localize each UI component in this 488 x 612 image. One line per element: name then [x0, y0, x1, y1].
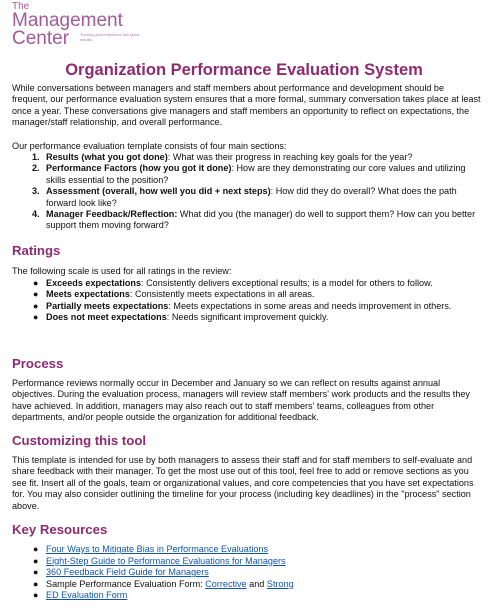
- resource-link-ed-form[interactable]: ED Evaluation Form: [46, 590, 128, 601]
- bullet-icon: ●: [33, 289, 39, 300]
- sample-and: and: [246, 578, 267, 589]
- section-heading: Results (what you got done): [46, 152, 168, 162]
- resource-link-eight-step[interactable]: Eight-Step Guide to Performance Evaluations for Managers: [46, 555, 286, 566]
- rating-description: : Consistently meets expectations in all areas.: [129, 289, 315, 300]
- resource-link-strong[interactable]: Strong: [266, 578, 294, 589]
- ratings-list: [26, 278, 482, 324]
- section-heading: Performance Factors (how you got it done): [46, 163, 232, 174]
- resource-item: [26, 590, 482, 602]
- organization-logo: [12, 2, 142, 50]
- rating-description: : Meets expectations in some areas and needs improvement in others.: [168, 300, 452, 311]
- section-number: 1.: [32, 152, 40, 162]
- logo-center: Center: [12, 28, 70, 49]
- section-item: [26, 209, 482, 232]
- bullet-icon: ●: [33, 567, 39, 578]
- section-heading: Assessment (overall, how well you did + next steps): [46, 186, 271, 197]
- rating-item: [26, 301, 482, 312]
- customizing-heading: Customizing this tool: [12, 433, 147, 448]
- section-item: [26, 186, 482, 209]
- section-item: [26, 163, 482, 186]
- process-heading: Process: [12, 356, 64, 371]
- bullet-icon: ●: [33, 278, 39, 288]
- rating-label: Meets expectations: [46, 289, 130, 300]
- logo-tagline: Turning good intentions into great results: [80, 32, 140, 42]
- resource-item: [26, 544, 482, 556]
- rating-item: [26, 312, 482, 323]
- logo-the: The: [12, 1, 30, 12]
- customizing-paragraph: This template is intended for use by both managers to assess their staff and for staff members to self-evaluate and share feedback with their manager. To get the most use out of this tool, feel free to add or remove sections as you see fit. Insert all of the goals, team or organizational values, and core competencies that you have set expectations for. You may also consider outlining the timeline for your process (including key deadlines) in the "process" section above.: [12, 455, 474, 511]
- resource-item: [26, 556, 482, 568]
- bullet-icon: ●: [33, 544, 39, 554]
- resources-heading: Key Resources: [12, 522, 108, 537]
- rating-label: Does not meet expectations: [46, 312, 167, 323]
- resource-item: [26, 567, 482, 579]
- rating-item: [26, 278, 482, 289]
- logo-management: Management: [12, 10, 123, 31]
- rating-label: Partially meets expectations: [46, 300, 169, 311]
- ratings-intro: The following scale is used for all ratings in the review:: [12, 266, 232, 276]
- template-intro: Our performance evaluation template consists of four main sections:: [12, 141, 287, 151]
- section-number: 3.: [32, 186, 40, 197]
- rating-description: : Consistently delivers exceptional results; is a model for others to follow.: [141, 278, 433, 288]
- section-number: 2.: [32, 163, 40, 174]
- section-text: : How are they demonstrating our core values and utilizing skills essential to the position?: [46, 163, 466, 185]
- bullet-icon: ●: [33, 300, 39, 311]
- section-text: What did you (the manager) do well to support them? How can you better support them moving forward?: [46, 209, 476, 231]
- section-text: : What was their progress in reaching key goals for the year?: [167, 152, 413, 162]
- bullet-icon: ●: [33, 578, 39, 589]
- bullet-icon: ●: [33, 590, 39, 601]
- resource-link-corrective[interactable]: Corrective: [205, 578, 247, 589]
- rating-label: Exceeds expectations: [46, 278, 142, 288]
- resource-item: [26, 579, 482, 591]
- section-number: 4.: [32, 209, 40, 220]
- resource-link-360[interactable]: 360 Feedback Field Guide for Managers: [46, 567, 209, 578]
- bullet-icon: ●: [33, 555, 39, 566]
- page-title: Organization Performance Evaluation System: [65, 61, 423, 79]
- ratings-heading: Ratings: [12, 243, 61, 258]
- bullet-icon: ●: [33, 312, 39, 323]
- resources-list: [26, 544, 482, 602]
- sample-form-label: Sample Performance Evaluation Form:: [46, 578, 206, 589]
- section-text: : How did they do overall? What does the path forward look like?: [46, 186, 457, 208]
- rating-item: [26, 289, 482, 300]
- rating-description: : Needs significant improvement quickly.: [166, 312, 329, 323]
- section-item: [26, 152, 482, 163]
- sections-list: [26, 152, 482, 232]
- resource-link-bias[interactable]: Four Ways to Mitigate Bias in Performance Evaluations: [46, 544, 269, 554]
- section-heading: Manager Feedback/Reflection:: [46, 209, 178, 220]
- intro-paragraph: While conversations between managers and staff members about performance and development should be frequent, our performance evaluation system ensures that a more formal, summary conversation takes place at least once a year. These conversations give managers and staff members an opportunity to reflect on expectations, the manager/staff relationship, and overall performance.: [12, 83, 481, 128]
- process-paragraph: Performance reviews normally occur in December and January so we can reflect on results against annual objectives. During the evaluation process, managers will review staff members' work products and the results they have achieved. In addition, managers may also reach out to staff members' teams, colleagues from other departments, and/or people outside the organization for additional feedback.: [12, 378, 470, 423]
